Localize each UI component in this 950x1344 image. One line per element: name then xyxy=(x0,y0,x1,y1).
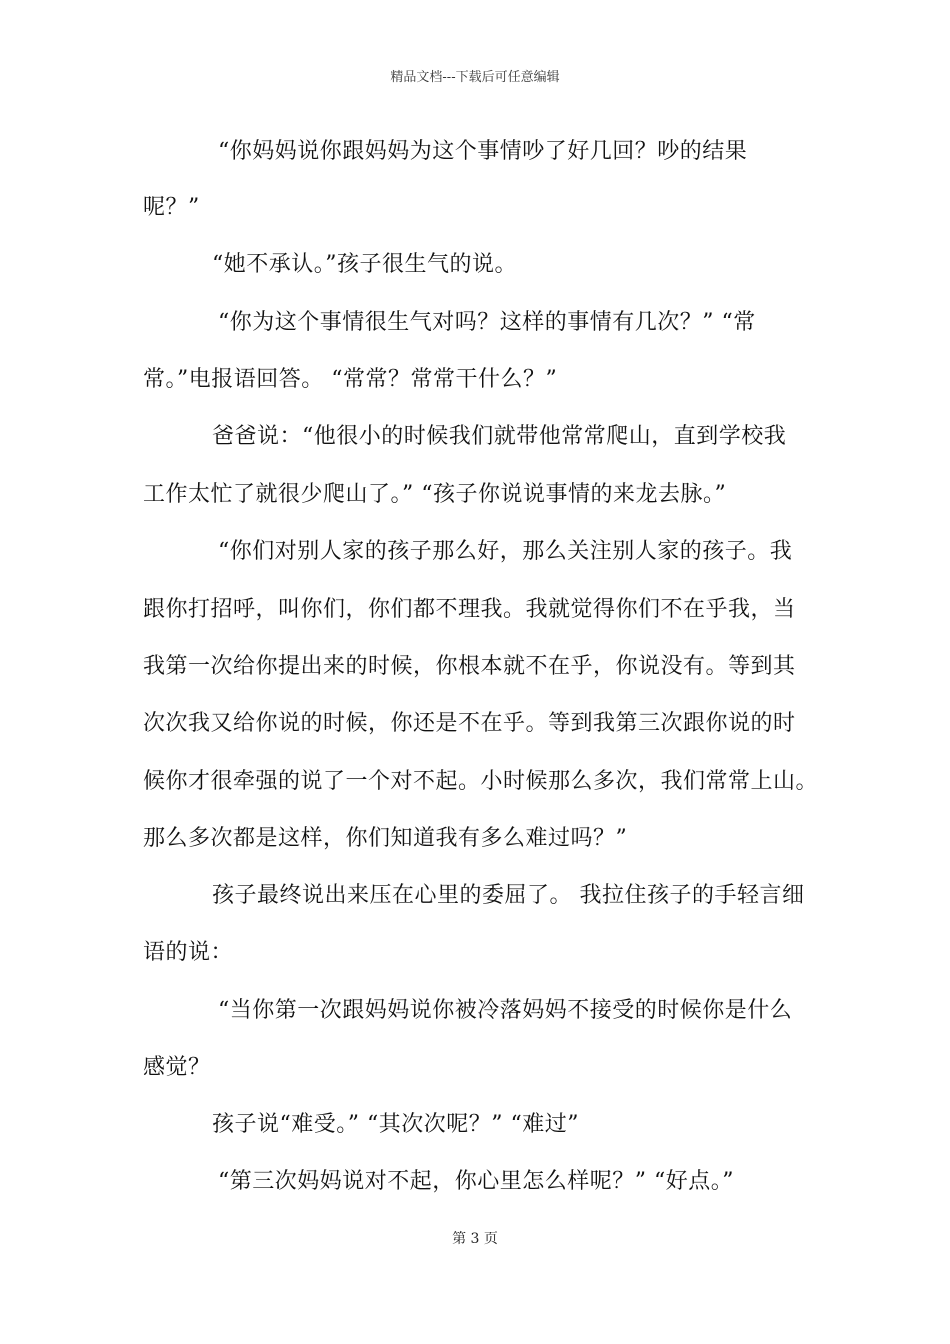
page-header: 精品文档---下载后可任意编辑 xyxy=(390,70,560,85)
text-line: 孩子最终说出来压在心里的委屈了。 我拉住孩子的手轻言细 xyxy=(212,883,805,908)
text-line: “你们对别人家的孩子那么好，那么关注别人家的孩子。我 xyxy=(218,539,793,564)
text-line: 孩子说“难受。” “其次次呢？” “难过” xyxy=(212,1112,579,1137)
text-line: “第三次妈妈说对不起，你心里怎么样呢？” “好点。” xyxy=(218,1169,734,1194)
text-line: “当你第一次跟妈妈说你被冷落妈妈不接受的时候你是什么 xyxy=(218,998,793,1023)
text-line: “你妈妈说你跟妈妈为这个事情吵了好几回？吵的结果 xyxy=(218,139,748,164)
page-number: 第 3 页 xyxy=(452,1231,498,1247)
text-line: 语的说： xyxy=(143,940,234,965)
text-line: 感觉？ xyxy=(143,1055,211,1080)
text-line: 那么多次都是这样，你们知道我有多么难过吗？” xyxy=(143,826,628,851)
text-line: 跟你打招呼，叫你们，你们都不理我。我就觉得你们不在乎我，当 xyxy=(143,597,796,622)
text-line: 呢？” xyxy=(143,195,200,220)
text-line: 常。”电报语回答。 “常常？常常干什么？” xyxy=(143,367,558,392)
text-line: 候你才很牵强的说了一个对不起。小时候那么多次，我们常常上山。 xyxy=(143,769,819,794)
text-line: 工作太忙了就很少爬山了。” “孩子你说说事情的来龙去脉。” xyxy=(143,482,727,507)
text-line: “你为这个事情很生气对吗？这样的事情有几次？” “常 xyxy=(218,310,756,335)
text-line: 爸爸说：“他很小的时候我们就带他常常爬山，直到学校我 xyxy=(212,424,787,449)
text-line: “她不承认。”孩子很生气的说。 xyxy=(212,252,517,277)
text-line: 我第一次给你提出来的时候，你根本就不在乎，你说没有。等到其 xyxy=(143,654,796,679)
text-line: 次次我又给你说的时候，你还是不在乎。等到我第三次跟你说的时 xyxy=(143,711,796,736)
